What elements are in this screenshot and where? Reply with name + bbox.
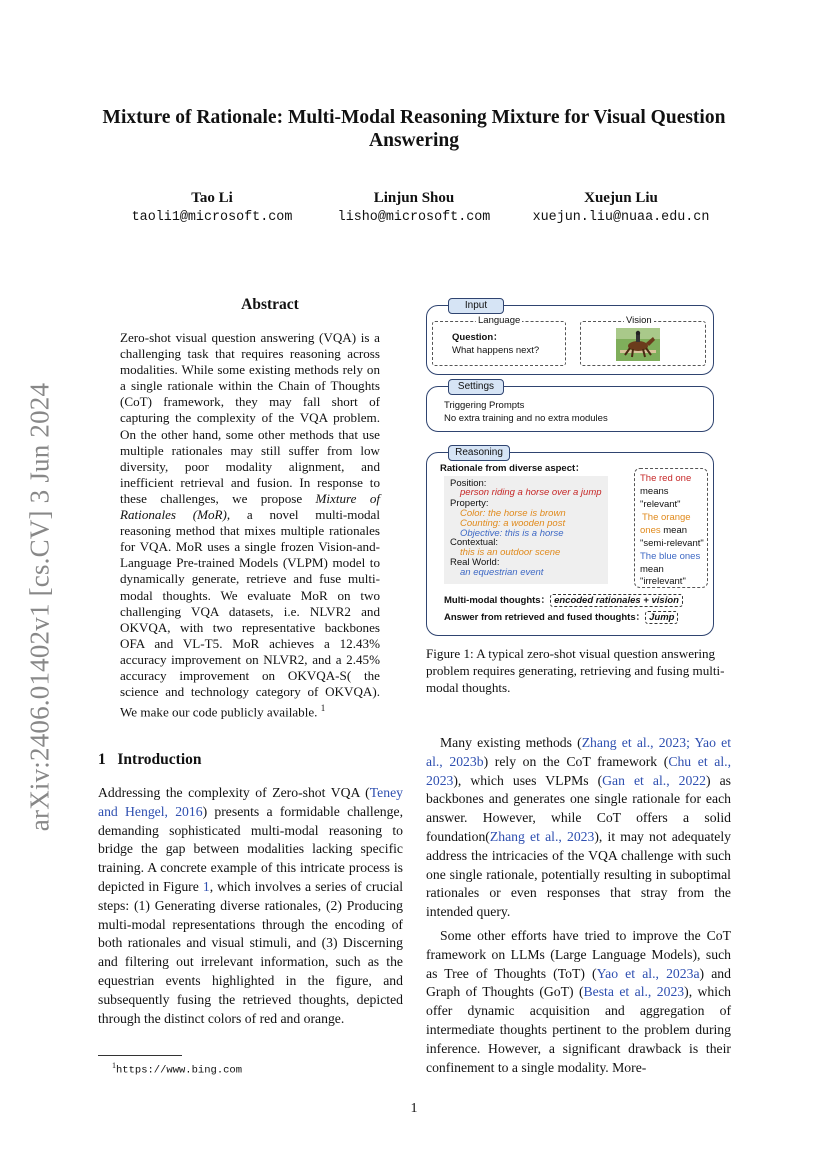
settings-tag: Settings [448, 379, 504, 395]
section-heading: 1 Introduction [98, 751, 202, 768]
legend-relevant: "relevant" [640, 499, 681, 510]
legend-semi-relevant: "semi-relevant" [640, 538, 704, 549]
position-label: Position: [450, 478, 487, 489]
legend-irrelevant: "irrelevant" [640, 576, 686, 587]
figure-caption: Figure 1: A typical zero-shot visual question answering problem requires generating, retrieving and fusing multi-modal thoughts. [426, 646, 725, 695]
settings-line-1: Triggering Prompts [444, 400, 525, 411]
paper-title: Mixture of Rationale: Multi-Modal Reasoning Mixture for Visual Question Answering [102, 107, 726, 151]
position-rationale: person riding a horse over a jump [460, 487, 602, 498]
arxiv-id: arXiv:2406.01402v1 [cs.CV] 3 Jun 2024 [24, 382, 55, 832]
page-number: 1 [410, 1101, 418, 1116]
citation-link[interactable]: Yao et al., 2023a [596, 965, 700, 981]
footnote-rule [98, 1055, 182, 1056]
realworld-label: Real World: [450, 557, 500, 568]
vision-label: Vision [626, 315, 652, 326]
horse-rider-image [616, 328, 660, 361]
abstract-text: Zero-shot visual question answering (VQA) is a challenging task that requires reasoning across modalities. While some existing methods rely on a single rationale within the Chain of Thoughts (CoT) framework, they may fall short of capturing the complexity of the VQA problem. On the other hand, some other methods that use multiple rationales may still suffer from low diversity, poor modality alignment, and inefficient retrieval and fusion. In response to these challenges, we propose Mixture of Rationales (MoR), a novel multi-modal reasoning method that mixes multiple rationales for VQA. MoR uses a single frozen Vision-and-Language Pre-trained Models (VLPM) model to dynamically generate, retrieve and fuse multi-modal thoughts. We evaluate MoR on two challenging VQA datasets, i.e. NLVR2 and OKVQA, with two representative backbones OFA and VL-T5. MoR achieves a 12.43% accuracy improvement on NLVR2, and a 2.45% accuracy improvement on OKVQA-S( the science and technology category of OKVQA). We make our code publicly available. $^1$ [120, 330, 380, 720]
legend-orange-2: ones mean [640, 525, 688, 536]
question-text: What happens next? [452, 345, 540, 356]
realworld-rationale: an equestrian event [460, 567, 544, 578]
footnote-url-link[interactable]: https://www.bing.com [116, 1064, 243, 1077]
citation-link[interactable]: Besta et al., 2023 [583, 984, 685, 1000]
citation-link[interactable]: Chu et al., 2023 [426, 753, 731, 788]
author-3: Xuejun Liu xuejun.liu@nuaa.edu.cn [532, 190, 710, 225]
citation-link[interactable]: Zhang et al., 2023 [581, 735, 687, 750]
legend-means: means [640, 486, 669, 497]
footnote: $^1$https://www.bing.com [112, 1061, 243, 1077]
language-label: Language [478, 315, 521, 326]
multimodal-value: encoded rationales + vision [550, 594, 683, 607]
settings-line-2: No extra training and no extra modules [444, 413, 608, 424]
counting-rationale: Counting: a wooden post [460, 518, 566, 529]
intro-paragraph-3: Some other efforts have tried to improve the CoT framework on LLMs (Large Language Models), such as Tree of Thoughts (ToT) (Yao et al., 2023a) and Graph of Thoughts (GoT) (Besta et al., 2023), which offer dynamic acquisition and aggregation of intermediate thoughts pertinent to the problem during inference. However, a significant drawback is their confinement to a single modality. More- [426, 928, 731, 1075]
author-2: Linjun Shou lisho@microsoft.com [337, 190, 491, 225]
arxiv-sidebar [18, 372, 62, 842]
contextual-label: Contextual: [450, 537, 499, 548]
input-tag: Input [448, 298, 504, 314]
contextual-rationale: this is an outdoor scene [460, 547, 561, 558]
figure-ref-link[interactable]: 1 [202, 878, 210, 894]
intro-paragraph-1: Addressing the complexity of Zero-shot VQA (Teney and Hengel, 2016) presents a formidable challenge, demanding sophisticated multi-modal reasoning to bridge the gap between modalities lacking specific training. A concrete example of this intricate process is depicted in Figure 1, which involves a series of crucial steps: (1) Generating diverse rationales, (2) Producing multi-modal representations through the encoding of both rationales and visual stimuli, and (3) Discerning and filtering out irrelevant information, such as the equestrian events highlighted in the figure, and subsequently fusing the retrieved thoughts, depicted through the distinct colors of red and orange. [98, 785, 403, 1026]
legend-blue: The blue ones [640, 551, 701, 562]
citation-link[interactable]: Teney and Hengel, 2016 [98, 785, 403, 819]
legend-orange: The orange [642, 512, 691, 523]
abstract-heading: Abstract [241, 296, 299, 313]
answer-value: Jump [645, 611, 678, 624]
reasoning-tag: Reasoning [448, 445, 510, 461]
intro-paragraph-2: Many existing methods (Zhang et al., 2023; Yao et al., 2023b) rely on the CoT framework (Chu et al., 2023), which uses VLPMs (Gan et al., 2022) as backbones and generates one single rationale for each answer. However, while CoT offers a solid foundation(Zhang et al., 2023), it may not adequately address the intricacies of the VQA challenge with such one single rationale, potentially resulting in suboptimal rationales or even responses that stray from the intended query. [426, 735, 732, 920]
rationale-heading: Rationale from diverse aspect： [440, 463, 585, 474]
citation-link[interactable]: Gan et al., 2022 [602, 772, 707, 788]
objective-rationale: Objective: this is a horse [460, 528, 564, 539]
answer-line: Answer from retrieved and fused thoughts： Jump [444, 612, 678, 624]
color-rationale: Color: the horse is brown [460, 508, 566, 519]
legend-mean: mean [640, 564, 664, 575]
multimodal-thoughts: Multi-modal thoughts： encoded rationales + vision [444, 595, 683, 607]
question-label: Question： [452, 332, 503, 343]
legend-red: The red one [640, 473, 692, 484]
citation-link[interactable]: Zhang et al., 2023 [489, 828, 595, 844]
author-1: Tao Li taoli1@microsoft.com [131, 190, 293, 225]
property-label: Property: [450, 498, 489, 509]
citation-link[interactable]: Yao et al., 2023b [426, 735, 732, 769]
figure-1 [424, 296, 716, 638]
